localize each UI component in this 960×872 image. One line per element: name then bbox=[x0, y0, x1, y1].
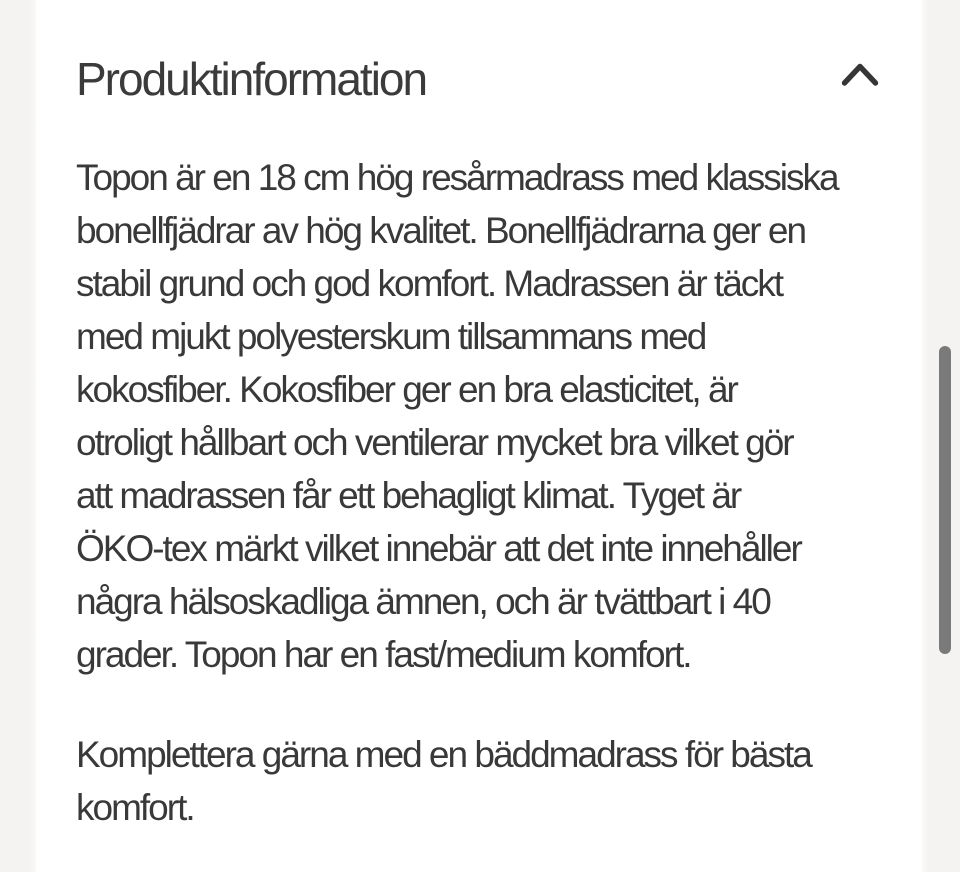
product-info-accordion-header[interactable] bbox=[36, 0, 922, 130]
complement-advice-paragraph bbox=[76, 728, 906, 834]
text-line: ÖKO-tex märkt vilket innebär att det inte innehåller bbox=[76, 528, 801, 569]
text-line: otroligt hållbart och ventilerar mycket bra vilket gör bbox=[76, 422, 793, 463]
page-left-gutter bbox=[0, 0, 36, 872]
text-line: bonellfjädrar av hög kvalitet. Bonellfjädrarna ger en bbox=[76, 210, 806, 251]
text-line: med mjukt polyesterskum tillsammans med bbox=[76, 316, 706, 357]
text-line: att madrassen får ett behagligt klimat. Tyget är bbox=[76, 475, 741, 516]
text-line: Komplettera gärna med en bäddmadrass för bästa bbox=[76, 734, 811, 775]
text-line: några hälsoskadliga ämnen, och är tvättbart i 40 bbox=[76, 581, 770, 622]
text-line: kokosfiber. Kokosfiber ger en bra elasticitet, är bbox=[76, 369, 737, 410]
product-description-paragraph bbox=[76, 151, 906, 681]
scrollbar-thumb[interactable] bbox=[939, 346, 951, 654]
text-line: Topon är en 18 cm hög resårmadrass med klassiska bbox=[76, 157, 838, 198]
text-line: komfort. bbox=[76, 787, 194, 828]
text-line: stabil grund och god komfort. Madrassen är täckt bbox=[76, 263, 783, 304]
text-line: grader. Topon har en fast/medium komfort. bbox=[76, 634, 691, 675]
collapse-section-button[interactable] bbox=[836, 55, 884, 95]
section-title: Produktinformation bbox=[76, 53, 427, 105]
chevron-up-icon bbox=[841, 60, 879, 91]
